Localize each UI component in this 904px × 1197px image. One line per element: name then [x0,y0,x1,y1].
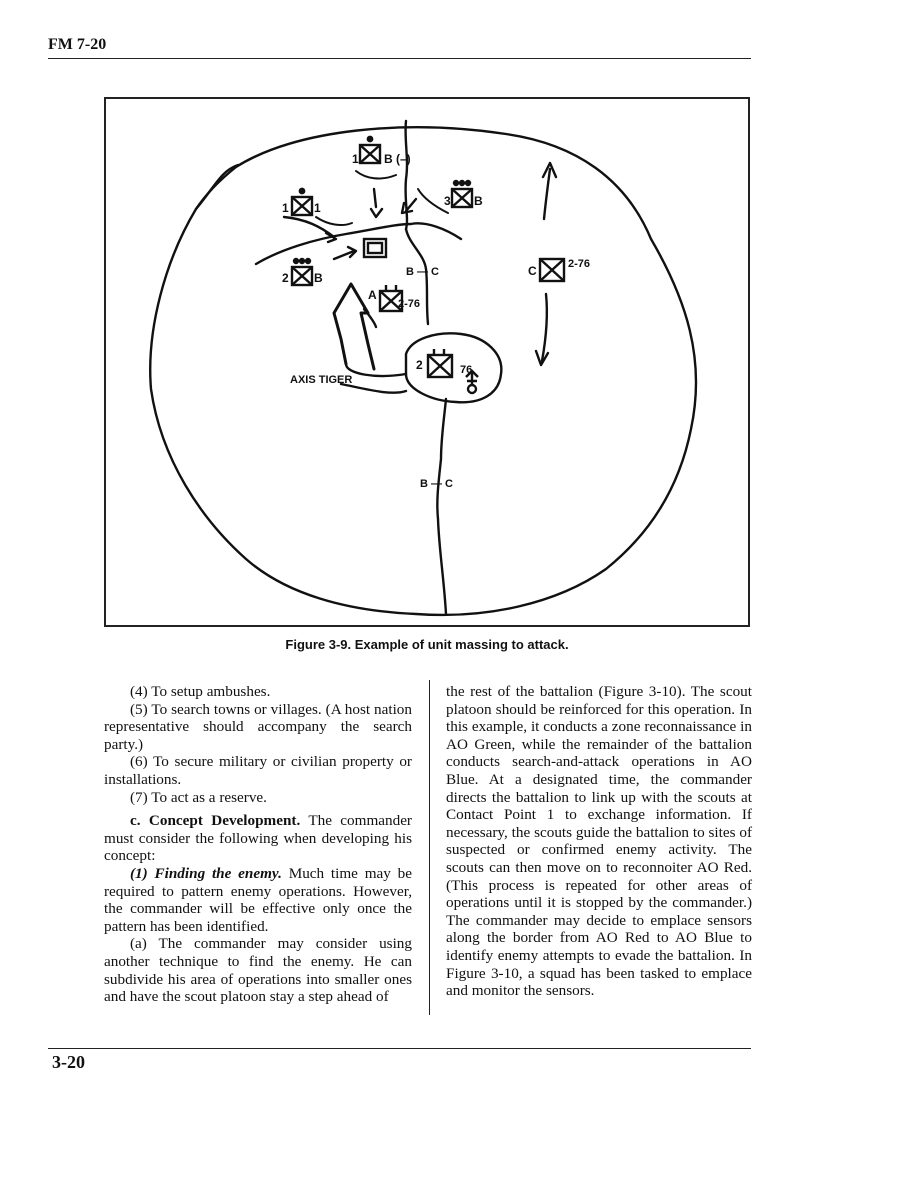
unit-1-1-symbol [292,189,312,215]
page-number: 3-20 [52,1052,85,1072]
left-para-7: (a) The commander may consider using another technique to find the enemy. He can subdivide his area of operations into smaller ones and have the scout platoon stay a step ahead of [104,935,412,1006]
label-unit-2-76: 76 [460,364,473,376]
left-para-3: (6) To secure military or civilian property or installations. [104,753,412,788]
boundary-line-bottom [437,399,446,614]
unit-2-76-symbol [428,349,452,377]
label-axis-tiger: AXIS TIGER [290,374,353,386]
tactical-map [106,99,750,627]
finding-enemy-heading: (1) Finding the enemy. [130,864,282,882]
right-para-1: the rest of the battalion (Figure 3-10). The scout platoon should be reinforced for this operation. In this example, it conducts a zone reconnaissance in AO Green, while the remainder of the battalion conducts search-and-attack operations in AO Blue. At a designated time, the commander directs the battalion to link up with the scouts at Contact Point 1 to exchange information. If necessary, the scouts guide the battalion to sites of suspected or confirmed enemy activity. The scouts can then move on to reconnoiter AO Red. (This process is repeated for other areas of operations until it is stopped by the commander.) The commander may decide to emplace sensors along the border from AO Red to AO Blue to identify enemy attempts to evade the battalion. In Figure 3-10, a squad has been tasked to emplace and monitor the sensors. [446,683,752,1000]
left-column [104,683,412,1006]
unit-2-b-symbol [292,259,312,285]
label-unit-2-b: B [314,271,323,285]
left-para-2: (5) To search towns or villages. (A host nation representative should accompany the search party.) [104,700,412,753]
label-unit-1-b: B (–) [384,152,411,166]
label-boundary-bottom: B — C [420,478,453,490]
label-unit-a-276-num: A [368,288,377,302]
objective-symbol [364,239,386,257]
figure-3-9 [104,97,750,627]
left-para-6: (1) Finding the enemy. Much time may be required to pattern enemy operations. However, the commander will be effective only once the pattern has been identified. [104,864,412,935]
label-unit-2-76-num: 2 [416,358,423,372]
label-unit-1-1-num: 1 [282,201,289,215]
label-unit-2-b-num: 2 [282,271,289,285]
left-para-5: c. Concept Development. The commander must consider the following when developing his concept: [104,812,412,865]
label-unit-3-b: B [474,194,483,208]
left-para-4: (7) To act as a reserve. [130,788,267,806]
column-divider [429,680,430,1015]
label-unit-1-b-num: 1 [352,152,359,166]
label-unit-1-1: 1 [314,201,321,215]
label-unit-c-276: 2-76 [568,258,591,270]
concept-heading: c. Concept Development. [130,812,301,830]
label-unit-a-276: 2-76 [398,298,421,310]
unit-3-b-symbol [452,181,472,207]
manual-code: FM 7-20 [48,36,107,53]
ao-boundary [150,127,696,615]
right-column [446,683,752,1000]
unit-c-276-symbol [540,259,564,281]
left-para-1: (4) To setup ambushes. [130,683,271,700]
label-unit-3-b-num: 3 [444,194,451,208]
header-rule [48,58,751,59]
figure-caption: Figure 3-9. Example of unit massing to attack. [285,637,569,652]
unit-1-b-symbol [360,137,380,163]
label-boundary-top: B — C [406,266,439,278]
label-unit-c-276-num: C [528,264,537,278]
footer-rule [48,1048,751,1049]
